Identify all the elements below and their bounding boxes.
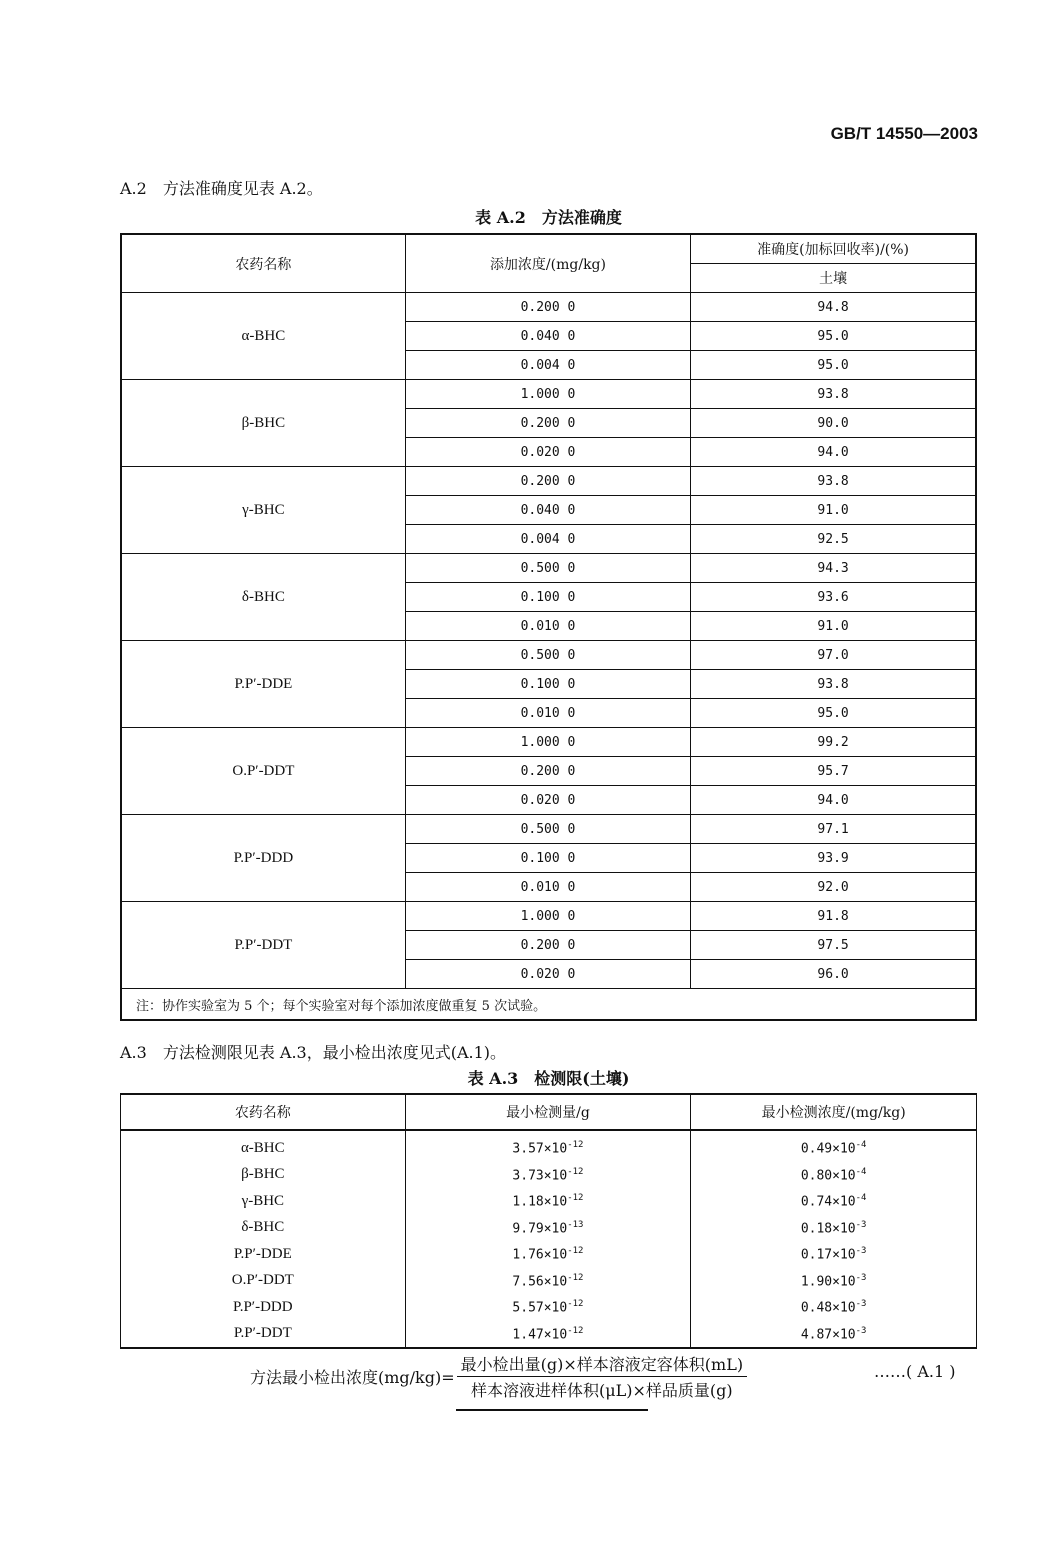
recovery-rate: 91.0 bbox=[691, 612, 976, 641]
spike-concentration: 0.500 0 bbox=[405, 554, 690, 583]
pesticide-name: O.P′-DDT bbox=[121, 728, 405, 815]
recovery-rate: 93.8 bbox=[691, 467, 976, 496]
table-row bbox=[121, 554, 976, 583]
times-ten: ×10 bbox=[832, 1141, 856, 1157]
spike-concentration: 0.200 0 bbox=[405, 409, 690, 438]
times-ten: ×10 bbox=[832, 1247, 856, 1263]
spike-concentration: 0.040 0 bbox=[405, 322, 690, 351]
pesticide-name: β-BHC bbox=[121, 1162, 406, 1189]
col-header-accuracy: 准确度(加标回收率)/(%) bbox=[691, 234, 976, 264]
min-detection-amount bbox=[405, 1215, 691, 1242]
formula-lhs: 方法最小检出浓度(mg/kg)= bbox=[250, 1368, 455, 1387]
recovery-rate: 90.0 bbox=[691, 409, 976, 438]
spike-concentration: 0.200 0 bbox=[405, 467, 690, 496]
formula-numerator: 最小检出量(g)×样本溶液定容体积(mL) bbox=[457, 1352, 747, 1377]
table-row bbox=[121, 1162, 977, 1189]
min-detection-concentration bbox=[691, 1268, 977, 1295]
table-row bbox=[121, 902, 976, 931]
spike-concentration: 0.010 0 bbox=[405, 612, 690, 641]
pesticide-name: P.P′-DDE bbox=[121, 641, 405, 728]
spike-concentration: 1.000 0 bbox=[405, 728, 690, 757]
spike-concentration: 0.200 0 bbox=[405, 931, 690, 960]
recovery-rate: 93.8 bbox=[691, 670, 976, 699]
pesticide-name: P.P′-DDE bbox=[121, 1241, 406, 1268]
times-ten: ×10 bbox=[832, 1167, 856, 1183]
min-detection-concentration bbox=[691, 1130, 977, 1162]
mantissa: 3.73 bbox=[512, 1167, 544, 1183]
recovery-rate: 97.1 bbox=[691, 815, 976, 844]
exponent: -12 bbox=[567, 1325, 584, 1336]
pesticide-name: P.P′-DDT bbox=[121, 1321, 406, 1349]
exponent: -12 bbox=[567, 1193, 584, 1204]
recovery-rate: 92.5 bbox=[691, 525, 976, 554]
spike-concentration: 1.000 0 bbox=[405, 380, 690, 409]
recovery-rate: 95.0 bbox=[691, 351, 976, 380]
mantissa: 0.74 bbox=[800, 1194, 833, 1210]
mantissa: 0.48 bbox=[800, 1300, 833, 1316]
col-header-soil: 土壤 bbox=[691, 264, 976, 293]
times-ten: ×10 bbox=[543, 1194, 568, 1210]
spike-concentration: 0.200 0 bbox=[405, 293, 690, 322]
recovery-rate: 93.9 bbox=[691, 844, 976, 873]
mantissa: 1.90 bbox=[800, 1273, 833, 1289]
spike-concentration: 0.100 0 bbox=[405, 583, 690, 612]
recovery-rate: 94.0 bbox=[691, 786, 976, 815]
formula-fraction bbox=[457, 1352, 747, 1401]
table-row bbox=[121, 1215, 977, 1242]
section-a3-heading: A.3 方法检测限见表 A.3，最小检出浓度见式(A.1)。 bbox=[120, 1043, 507, 1062]
recovery-rate: 93.6 bbox=[691, 583, 976, 612]
exponent: -4 bbox=[855, 1166, 867, 1177]
min-detection-concentration bbox=[691, 1188, 977, 1215]
table-row bbox=[121, 380, 976, 409]
recovery-rate: 95.0 bbox=[691, 322, 976, 351]
col-header-pesticide: 农药名称 bbox=[121, 1094, 406, 1130]
exponent: -12 bbox=[567, 1140, 584, 1151]
pesticide-name: β-BHC bbox=[121, 380, 405, 467]
min-detection-concentration bbox=[691, 1321, 977, 1349]
pesticide-name: δ-BHC bbox=[121, 1215, 406, 1242]
exponent: -3 bbox=[855, 1272, 867, 1283]
pesticide-name: α-BHC bbox=[121, 1130, 406, 1162]
table-note-row bbox=[121, 989, 976, 1021]
exponent: -4 bbox=[855, 1193, 867, 1204]
mantissa: 4.87 bbox=[800, 1326, 833, 1342]
recovery-rate: 94.3 bbox=[691, 554, 976, 583]
min-detection-amount bbox=[405, 1130, 691, 1162]
recovery-rate: 94.8 bbox=[691, 293, 976, 322]
spike-concentration: 0.020 0 bbox=[405, 438, 690, 467]
recovery-rate: 96.0 bbox=[691, 960, 976, 989]
formula-a1 bbox=[250, 1352, 747, 1401]
table-a2-caption: 表 A.2 方法准确度 bbox=[475, 208, 622, 227]
recovery-rate: 97.0 bbox=[691, 641, 976, 670]
table-a3-caption: 表 A.3 检测限(土壤) bbox=[467, 1069, 630, 1088]
col-header-min-amount: 最小检测量/g bbox=[405, 1094, 691, 1130]
table-row bbox=[121, 1321, 977, 1349]
spike-concentration: 0.100 0 bbox=[405, 670, 690, 699]
spike-concentration: 0.020 0 bbox=[405, 960, 690, 989]
min-detection-amount bbox=[405, 1188, 691, 1215]
mantissa: 0.17 bbox=[800, 1247, 833, 1263]
pesticide-name: P.P′-DDD bbox=[121, 1294, 406, 1321]
times-ten: ×10 bbox=[543, 1220, 568, 1236]
table-a2-accuracy bbox=[120, 233, 977, 1021]
spike-concentration: 0.040 0 bbox=[405, 496, 690, 525]
col-header-pesticide: 农药名称 bbox=[121, 234, 405, 293]
exponent: -12 bbox=[567, 1246, 584, 1257]
recovery-rate: 93.8 bbox=[691, 380, 976, 409]
recovery-rate: 92.0 bbox=[691, 873, 976, 902]
exponent: -12 bbox=[567, 1166, 584, 1177]
table-row bbox=[121, 728, 976, 757]
times-ten: ×10 bbox=[832, 1326, 856, 1342]
mantissa: 1.47 bbox=[512, 1326, 544, 1342]
times-ten: ×10 bbox=[543, 1247, 568, 1263]
spike-concentration: 1.000 0 bbox=[405, 902, 690, 931]
mantissa: 3.57 bbox=[512, 1141, 544, 1157]
table-row bbox=[121, 293, 976, 322]
pesticide-name: P.P′-DDT bbox=[121, 902, 405, 989]
table-row bbox=[121, 467, 976, 496]
pesticide-name: P.P′-DDD bbox=[121, 815, 405, 902]
mantissa: 7.56 bbox=[512, 1273, 544, 1289]
recovery-rate: 99.2 bbox=[691, 728, 976, 757]
table-row bbox=[121, 1294, 977, 1321]
pesticide-name: O.P′-DDT bbox=[121, 1268, 406, 1295]
exponent: -4 bbox=[855, 1140, 867, 1151]
mantissa: 0.80 bbox=[800, 1167, 833, 1183]
times-ten: ×10 bbox=[832, 1273, 856, 1289]
table-row bbox=[121, 1130, 977, 1162]
exponent: -13 bbox=[567, 1219, 584, 1230]
min-detection-amount bbox=[405, 1268, 691, 1295]
min-detection-concentration bbox=[691, 1241, 977, 1268]
exponent: -3 bbox=[855, 1246, 867, 1257]
spike-concentration: 0.200 0 bbox=[405, 757, 690, 786]
mantissa: 0.18 bbox=[800, 1220, 833, 1236]
times-ten: ×10 bbox=[543, 1326, 568, 1342]
pesticide-name: γ-BHC bbox=[121, 1188, 406, 1215]
table-row bbox=[121, 641, 976, 670]
table-row bbox=[121, 815, 976, 844]
times-ten: ×10 bbox=[543, 1300, 568, 1316]
table-a3-detection-limit bbox=[120, 1093, 977, 1349]
exponent: -3 bbox=[855, 1325, 867, 1336]
mantissa: 1.18 bbox=[512, 1194, 544, 1210]
min-detection-amount bbox=[405, 1162, 691, 1189]
spike-concentration: 0.500 0 bbox=[405, 815, 690, 844]
min-detection-concentration bbox=[691, 1215, 977, 1242]
spike-concentration: 0.500 0 bbox=[405, 641, 690, 670]
formula-denominator: 样本溶液进样体积(μL)×样品质量(g) bbox=[471, 1381, 733, 1400]
table-note: 注：协作实验室为 5 个；每个实验室对每个添加浓度做重复 5 次试验。 bbox=[121, 989, 976, 1021]
min-detection-amount bbox=[405, 1294, 691, 1321]
min-detection-amount bbox=[405, 1321, 691, 1349]
recovery-rate: 95.7 bbox=[691, 757, 976, 786]
pesticide-name: γ-BHC bbox=[121, 467, 405, 554]
recovery-rate: 97.5 bbox=[691, 931, 976, 960]
spike-concentration: 0.020 0 bbox=[405, 786, 690, 815]
min-detection-concentration bbox=[691, 1162, 977, 1189]
times-ten: ×10 bbox=[832, 1220, 856, 1236]
recovery-rate: 94.0 bbox=[691, 438, 976, 467]
section-a2-heading: A.2 方法准确度见表 A.2。 bbox=[120, 179, 323, 198]
spike-concentration: 0.010 0 bbox=[405, 699, 690, 728]
exponent: -3 bbox=[855, 1299, 867, 1310]
pesticide-name: δ-BHC bbox=[121, 554, 405, 641]
min-detection-amount bbox=[405, 1241, 691, 1268]
mantissa: 9.79 bbox=[512, 1220, 544, 1236]
mantissa: 5.57 bbox=[512, 1300, 544, 1316]
recovery-rate: 95.0 bbox=[691, 699, 976, 728]
exponent: -3 bbox=[855, 1219, 867, 1230]
mantissa: 1.76 bbox=[512, 1247, 544, 1263]
mantissa: 0.49 bbox=[800, 1141, 833, 1157]
col-header-min-conc: 最小检测浓度/(mg/kg) bbox=[691, 1094, 977, 1130]
times-ten: ×10 bbox=[543, 1141, 568, 1157]
times-ten: ×10 bbox=[543, 1273, 568, 1289]
exponent: -12 bbox=[567, 1272, 584, 1283]
pesticide-name: α-BHC bbox=[121, 293, 405, 380]
min-detection-concentration bbox=[691, 1294, 977, 1321]
recovery-rate: 91.8 bbox=[691, 902, 976, 931]
spike-concentration: 0.004 0 bbox=[405, 525, 690, 554]
table-row bbox=[121, 1268, 977, 1295]
end-rule bbox=[456, 1409, 648, 1411]
equation-number: ……( A.1 ) bbox=[874, 1362, 956, 1381]
table-row bbox=[121, 1241, 977, 1268]
spike-concentration: 0.100 0 bbox=[405, 844, 690, 873]
times-ten: ×10 bbox=[543, 1167, 568, 1183]
table-row bbox=[121, 1188, 977, 1215]
times-ten: ×10 bbox=[832, 1300, 856, 1316]
standard-number: GB/T 14550—2003 bbox=[830, 124, 978, 143]
spike-concentration: 0.004 0 bbox=[405, 351, 690, 380]
exponent: -12 bbox=[567, 1299, 584, 1310]
recovery-rate: 91.0 bbox=[691, 496, 976, 525]
col-header-spike-conc: 添加浓度/(mg/kg) bbox=[405, 234, 690, 293]
spike-concentration: 0.010 0 bbox=[405, 873, 690, 902]
times-ten: ×10 bbox=[832, 1194, 856, 1210]
